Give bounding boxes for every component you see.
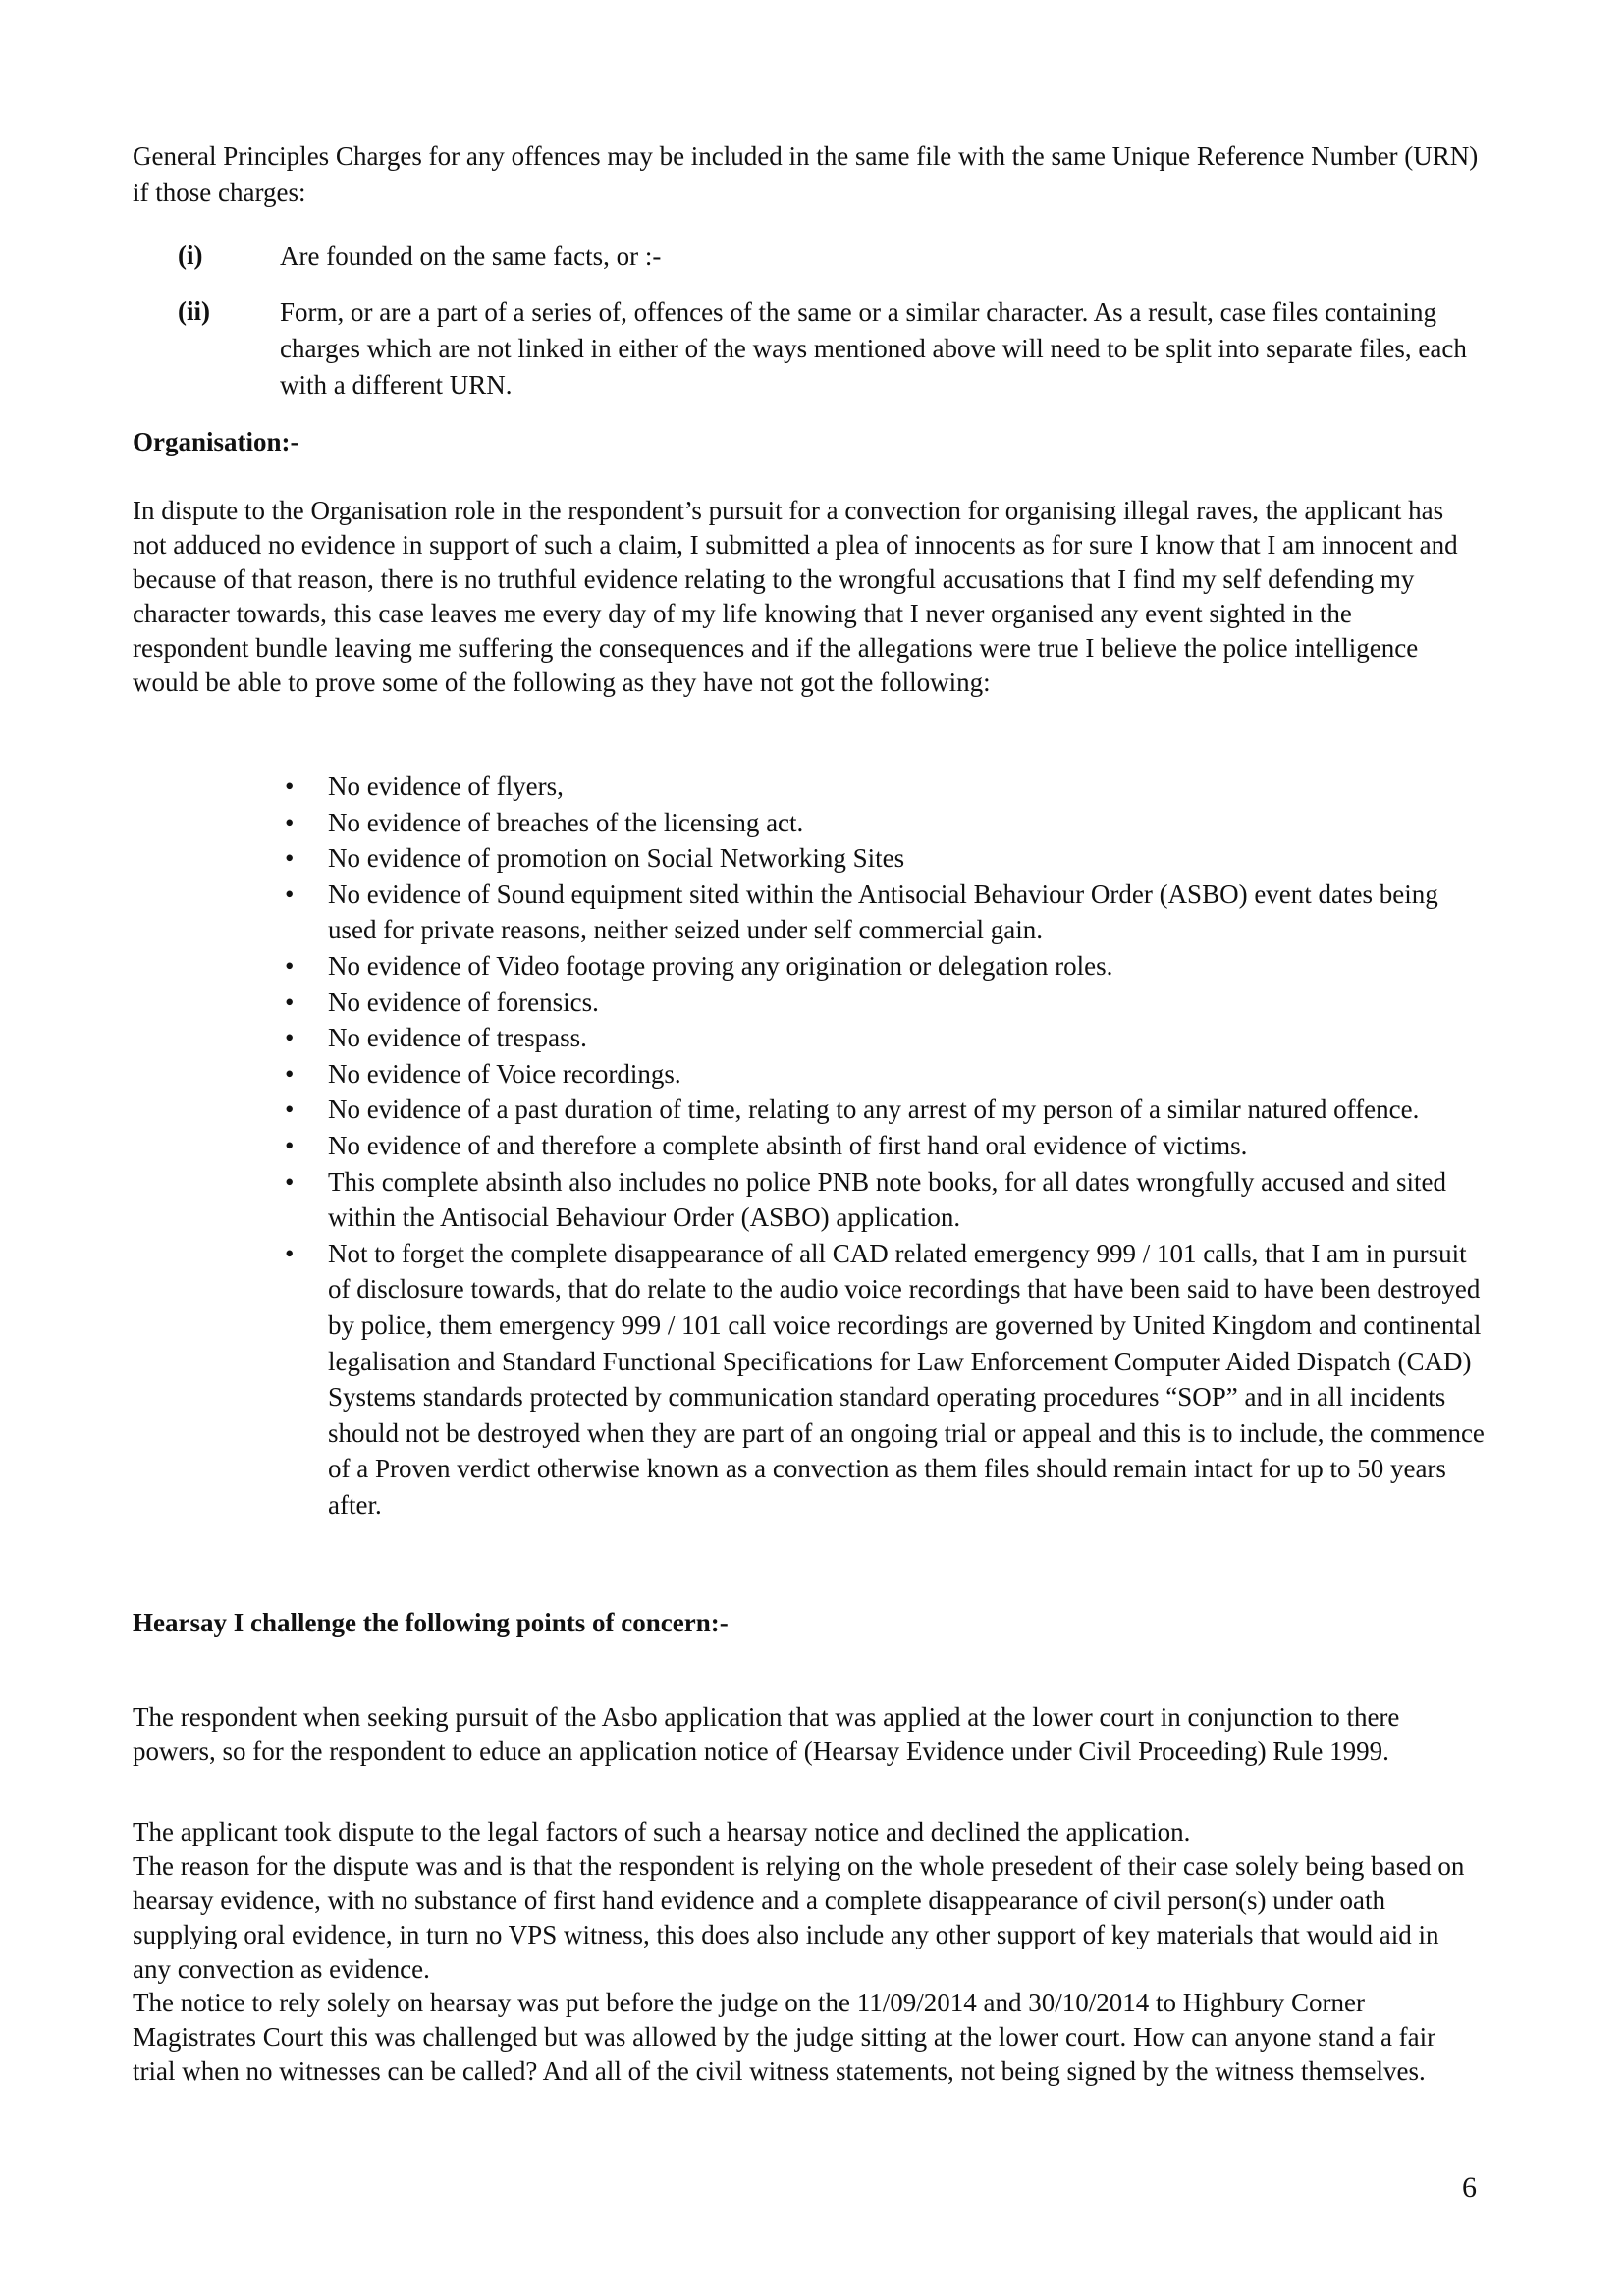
bullet-icon: • <box>285 1095 295 1125</box>
evidence-bullet-list <box>285 769 1488 1522</box>
organisation-paragraph: In dispute to the Organisation role in the respondent’s pursuit for a convection for organising illegal raves, the applicant has not adduced no evidence in support of such a claim, I submitted a plea of innocents as for sure I know that I am innocent and because of that reason, there is no truthful evidence relating to the wrongful accusations that I find my self defending my character towards, this case leaves me every day of my life knowing that I never organised any event sighted in the respondent bundle leaving me suffering the consequences and if the allegations were true I believe the police intelligence would be able to prove some of the following as they have not got the following: <box>133 496 1458 697</box>
list-item-text: No evidence of flyers, <box>328 772 564 801</box>
list-item-text: No evidence of breaches of the licensing act. <box>328 807 804 837</box>
list-item <box>285 1020 1488 1056</box>
hearsay-heading: Hearsay I challenge the following points of concern:- <box>133 1608 729 1637</box>
list-item-text: No evidence of trespass. <box>328 1023 587 1053</box>
list-item <box>285 769 1488 805</box>
list-item <box>285 985 1488 1021</box>
list-item <box>285 1128 1488 1164</box>
bullet-icon: • <box>285 843 295 874</box>
bullet-icon: • <box>285 1166 295 1197</box>
bullet-icon: • <box>285 1130 295 1160</box>
list-item <box>285 877 1488 948</box>
item-text: Form, or are a part of a series of, offences of the same or a similar character. As a result, case files containing charges which are not linked in either of the ways mentioned above will need to be split into separate files, each with a different URN. <box>280 297 1467 400</box>
list-item-text: Not to forget the complete disappearance of all CAD related emergency 999 / 101 calls, that I am in pursuit of disclosure towards, that do relate to the audio voice recordings that have been said to have been destroyed by police, them emergency 999 / 101 call voice recordings are governed by United Kingdom and continental legalisation and Standard Functional Specifications for Law Enforcement Computer Aided Dispatch (CAD) Systems standards protected by communication standard operating procedures “SOP” and in all incidents should not be destroyed when they are part of an ongoing trial or appeal and this is to include, the commence of a Proven verdict otherwise known as a convection as them files should remain intact for up to 50 years after. <box>328 1238 1485 1520</box>
hearsay-paragraph-3: The reason for the dispute was and is that the respondent is relying on the whole presedent of their case solely being based on hearsay evidence, with no substance of first hand evidence and a complete disappearance of civil person(s) under oath supplying oral evidence, in turn no VPS witness, this does also include any other support of key materials that would aid in any convection as evidence. <box>133 1851 1465 1984</box>
item-number: (i) <box>178 240 203 270</box>
item-text: Are founded on the same facts, or :- <box>280 241 662 271</box>
list-item <box>285 1164 1488 1236</box>
list-item-text: No evidence of Video footage proving any origination or delegation roles. <box>328 950 1113 981</box>
list-item <box>285 1056 1488 1093</box>
hearsay-paragraph-4: The notice to rely solely on hearsay was put before the judge on the 11/09/2014 and 30/10/2014 to Highbury Corner Magistrates Court this was challenged but was allowed by the judge sitting at the lower court. How can anyone stand a fair trial when no witnesses can be called? And all of the civil witness statements, not being signed by the witness themselves. <box>133 1988 1436 2086</box>
list-item-text: No evidence of promotion on Social Networking Sites <box>328 843 905 874</box>
organisation-heading: Organisation:- <box>133 427 299 456</box>
bullet-icon: • <box>285 807 295 837</box>
list-item-text: No evidence of and therefore a complete absinth of first hand oral evidence of victims. <box>328 1130 1248 1160</box>
bullet-icon: • <box>285 1023 295 1053</box>
list-item-text: No evidence of a past duration of time, relating to any arrest of my person of a similar natured offence. <box>328 1095 1420 1125</box>
list-item-text: No evidence of Voice recordings. <box>328 1058 681 1089</box>
bullet-icon: • <box>285 987 295 1017</box>
list-item <box>285 948 1488 985</box>
list-item-text: This complete absinth also includes no police PNB note books, for all dates wrongfully accused and sited within the Antisocial Behaviour Order (ASBO) application. <box>328 1166 1447 1233</box>
bullet-icon: • <box>285 1058 295 1089</box>
bullet-icon: • <box>285 1238 295 1268</box>
list-item <box>285 1092 1488 1128</box>
numbered-item-1 <box>133 239 1488 278</box>
page-number: 6 <box>1462 2171 1477 2204</box>
hearsay-paragraph-2: The applicant took dispute to the legal factors of such a hearsay notice and declined the application. <box>133 1817 1191 1846</box>
list-item <box>285 840 1488 877</box>
hearsay-paragraph-1: The respondent when seeking pursuit of the Asbo application that was applied at the lower court in conjunction to there powers, so for the respondent to educe an application notice of (Hearsay Evidence under Civil Proceeding) Rule 1999. <box>133 1702 1400 1766</box>
list-item-text: No evidence of Sound equipment sited within the Antisocial Behaviour Order (ASBO) event dates being used for private reasons, neither seized under self commercial gain. <box>328 879 1438 945</box>
bullet-icon: • <box>285 950 295 981</box>
list-item-text: No evidence of forensics. <box>328 987 599 1017</box>
numbered-item-2 <box>133 294 1488 412</box>
list-item <box>285 1236 1488 1523</box>
list-item <box>285 805 1488 841</box>
intro-paragraph: General Principles Charges for any offences may be included in the same file with the same Unique Reference Number (URN) if those charges: <box>133 141 1479 207</box>
bullet-icon: • <box>285 879 295 909</box>
bullet-icon: • <box>285 772 295 801</box>
item-number: (ii) <box>178 296 210 326</box>
